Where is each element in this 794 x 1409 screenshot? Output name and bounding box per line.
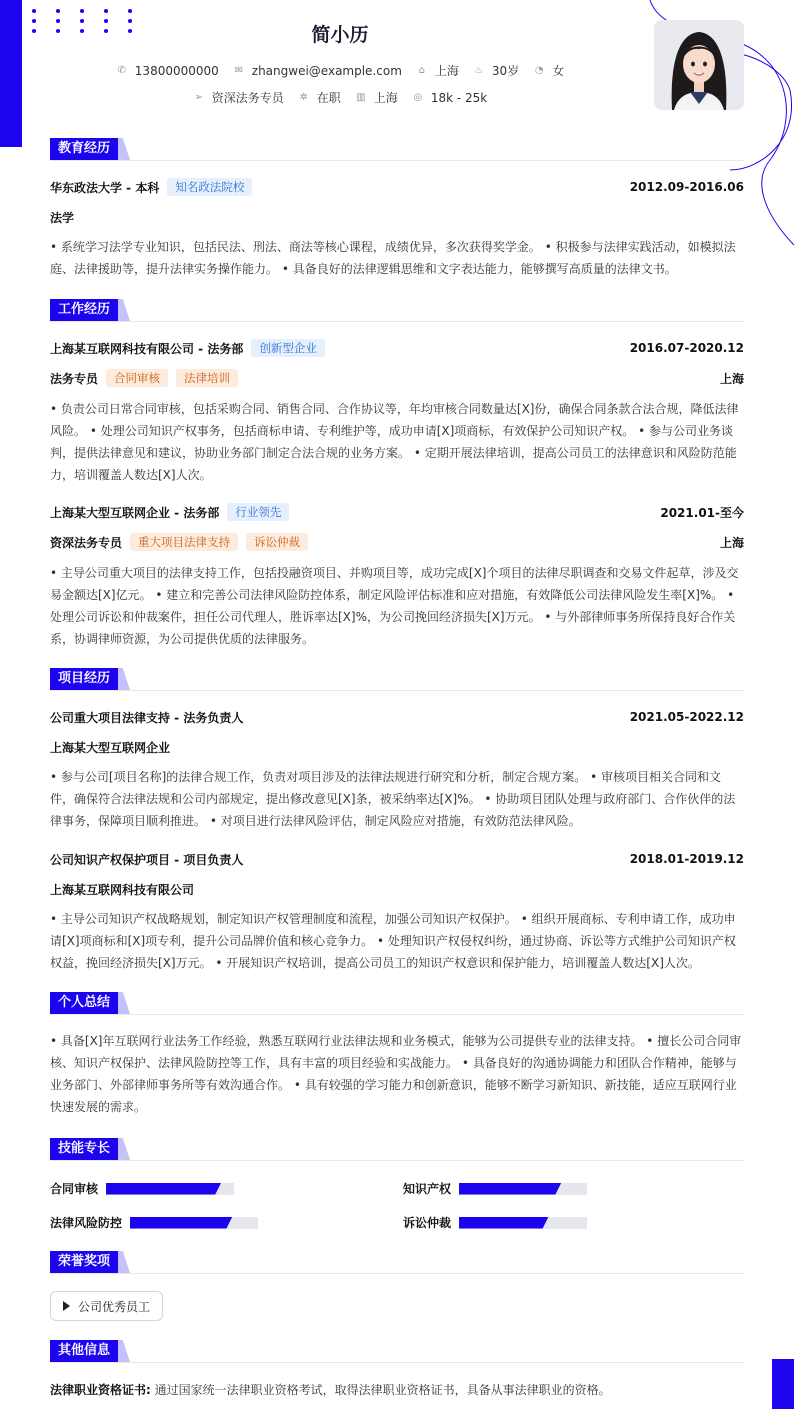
certificate-text: 通过国家统一法律职业资格考试，取得法律职业资格证书，具备从事法律职业的资格。: [154, 1383, 611, 1397]
decor-dot: [128, 9, 132, 13]
section-label: 个人总结: [50, 992, 118, 1014]
project-name: 公司重大项目法律支持 - 法务负责人: [50, 710, 244, 725]
position-text: 资深法务专员: [211, 91, 284, 105]
skill-name: 诉讼仲裁: [403, 1216, 452, 1230]
section-label-tail: [118, 299, 130, 321]
education-description: • 系统学习法学专业知识，包括民法、刑法、商法等核心课程，成绩优异，多次获得奖学金。 • 积极参与法律实践活动，如模拟法庭、法律援助等，提升法律实务操作能力。 • 具备良好的法律逻辑思维和文字表达能力，能够撰写高质量的法律文书。: [50, 240, 736, 276]
work-item-1-role-row: [50, 368, 744, 388]
skill-bar: [130, 1217, 258, 1229]
section-label: 技能专长: [50, 1138, 118, 1160]
building-icon: ▥: [356, 92, 366, 103]
section-education-title: [50, 138, 744, 160]
work-date: 2021.01-至今: [660, 505, 744, 520]
skill-bar-fill: [106, 1183, 221, 1195]
skill-bar-fill: [459, 1217, 549, 1229]
work-item-2-header: [50, 502, 744, 522]
intent-salary: [412, 91, 487, 105]
role-name: 资深法务专员: [50, 535, 123, 550]
intent-status: [298, 89, 341, 106]
project-item-1-header: [50, 707, 744, 727]
section-skills-title: [50, 1138, 744, 1160]
decor-dot: [56, 9, 60, 13]
school-name: 华东政法大学 - 本科: [50, 180, 160, 195]
job-intent-row: [0, 89, 680, 106]
send-icon: ➢: [194, 92, 203, 103]
cake-icon: ♨: [474, 65, 484, 76]
role-name: 法务专员: [50, 371, 99, 386]
project-org: 上海某互联网科技有限公司: [50, 882, 195, 897]
work-location: 上海: [719, 535, 744, 550]
intent-city: [355, 89, 398, 106]
project-item-2-header: [50, 849, 744, 869]
section-label: 荣誉奖项: [50, 1251, 118, 1273]
decor-dot: [32, 9, 36, 13]
skill-name: 知识产权: [403, 1182, 452, 1196]
intent-position: [193, 89, 284, 106]
phone-icon: ✆: [117, 65, 126, 76]
company-tag: 行业领先: [227, 503, 289, 521]
project-name: 公司知识产权保护项目 - 项目负责人: [50, 852, 244, 867]
section-label-tail: [118, 668, 130, 690]
contact-age: [473, 62, 519, 79]
contact-info-row: [0, 62, 680, 79]
section-summary-title: [50, 992, 744, 1014]
skill-item: [403, 1180, 587, 1197]
project-item-1-org-row: [50, 737, 744, 757]
right-accent-bar: [772, 1359, 794, 1409]
work-item-1-description: • 负责公司日常合同审核，包括采购合同、销售合同、合作协议等，年均审核合同数量达[X]份，确保合同条款合法合规，降低法律风险。 • 处理公司知识产权事务，包括商标申请、专利维护等，成功申请[X]项商标，有效保护公司知识产权。 • 参与公司业务谈判，提供法律意见和建议，协助业务部门制定合法合规的业务方案。 • 定期开展法律培训，提高公司员工的法律意识和风险防范能力，培训覆盖人数达[X]人次。: [50, 402, 739, 482]
education-header-row: [50, 177, 744, 197]
contact-city: [416, 62, 459, 79]
decor-dot: [80, 9, 84, 13]
project-item-2-org-row: [50, 879, 744, 899]
mail-icon: ✉: [234, 65, 243, 76]
age-text: 30岁: [491, 64, 520, 78]
profile-photo: [654, 20, 744, 110]
role-tag: 诉讼仲裁: [246, 533, 308, 551]
section-label-tail: [118, 1251, 130, 1273]
section-label-tail: [118, 138, 130, 160]
triangle-icon: [63, 1301, 70, 1311]
section-label: 其他信息: [50, 1340, 118, 1362]
skill-bar: [459, 1217, 587, 1229]
work-item-1-header: [50, 338, 744, 358]
project-item-1-description: • 参与公司[项目名称]的法律合规工作，负责对项目涉及的法律法规进行研究和分析，制定合规方案。 • 审核项目相关合同和文件，确保符合法律法规和公司内部规定，提出修改意见[X]条，被采纳率达[X]%。 • 协助项目团队处理与政府部门、合作伙伴的法律事务，保障项目顺利推进。 • 对项目进行法律风险评估，制定风险应对措施，有效防范法律风险。: [50, 770, 736, 828]
skill-bar: [106, 1183, 234, 1195]
section-awards-title: [50, 1251, 744, 1273]
section-divider: [50, 321, 744, 322]
role-tag: 重大项目法律支持: [130, 533, 238, 551]
contact-email: [233, 64, 402, 78]
gender-text: 女: [552, 64, 565, 78]
section-divider: [50, 1362, 744, 1363]
section-divider: [50, 160, 744, 161]
project-date: 2018.01-2019.12: [629, 852, 744, 866]
skill-bar-fill: [459, 1183, 561, 1195]
work-item-2-description: • 主导公司重大项目的法律支持工作，包括投融资项目、并购项目等，成功完成[X]个项目的法律尽职调查和交易文件起草，涉及交易金额达[X]亿元。 • 建立和完善公司法律风险防控体系，制定风险评估标准和应对措施，有效降低公司法律风险发生率[X]%。 • 处理公司诉讼和仲裁案件，担任公司代理人，胜诉率达[X]%，为公司挽回经济损失[X]万元。 • 与外部律师事务所保持良好合作关系，协调律师资源，为公司提供优质的法律服务。: [50, 566, 739, 646]
skill-item: [50, 1180, 234, 1197]
role-tag: 合同审核: [106, 369, 168, 387]
section-label-tail: [118, 992, 130, 1014]
award-name: 公司优秀员工: [78, 1299, 151, 1314]
section-other-title: [50, 1340, 744, 1362]
role-tag: 法律培训: [176, 369, 238, 387]
work-date: 2016.07-2020.12: [629, 341, 744, 355]
status-icon: ✲: [299, 92, 308, 103]
section-label: 项目经历: [50, 668, 118, 690]
city-text: 上海: [434, 64, 459, 78]
section-divider: [50, 1273, 744, 1274]
decor-dot: [104, 9, 108, 13]
contact-gender: [533, 62, 564, 79]
section-divider: [50, 1014, 744, 1015]
intent-city-text: 上海: [373, 91, 398, 105]
skill-item: [50, 1214, 258, 1231]
company-name: 上海某互联网科技有限公司 - 法务部: [50, 341, 244, 356]
section-label: 教育经历: [50, 138, 118, 160]
section-work-title: [50, 299, 744, 321]
skill-bar-fill: [130, 1217, 232, 1229]
work-location: 上海: [719, 371, 744, 386]
summary-description: • 具备[X]年互联网行业法务工作经验，熟悉互联网行业法律法规和业务模式，能够为公司提供专业的法律支持。 • 擅长公司合同审核、知识产权保护、法律风险防控等工作，具有丰富的项目经验和实战能力。 • 具备良好的沟通协调能力和团队合作精神，能够与业务部门、外部律师事务所等有效沟通合作。 • 具有较强的学习能力和创新意识，能够不断学习新知识、新技能，适应互联网行业快速发展的需求。: [50, 1034, 742, 1114]
status-text: 在职: [316, 91, 341, 105]
company-tag: 创新型企业: [251, 339, 325, 357]
work-item-2-role-row: [50, 532, 744, 552]
certificate-label: 法律职业资格证书:: [50, 1383, 151, 1397]
skill-name: 法律风险防控: [50, 1216, 123, 1230]
school-tag: 知名政法院校: [167, 178, 252, 196]
section-label-tail: [118, 1138, 130, 1160]
contact-phone: [116, 64, 219, 78]
section-divider: [50, 1160, 744, 1161]
award-chip: [50, 1291, 163, 1321]
section-projects-title: [50, 668, 744, 690]
education-date: 2012.09-2016.06: [629, 180, 744, 194]
skill-bar: [459, 1183, 587, 1195]
email-text: zhangwei@example.com: [251, 63, 402, 78]
section-label: 工作经历: [50, 299, 118, 321]
phone-text: 13800000000: [134, 63, 219, 78]
company-name: 上海某大型互联网企业 - 法务部: [50, 505, 220, 520]
project-org: 上海某大型互联网企业: [50, 740, 171, 755]
project-date: 2021.05-2022.12: [629, 710, 744, 724]
salary-text: 18k - 25k: [430, 90, 488, 105]
avatar-illustration: [654, 20, 744, 110]
section-label-tail: [118, 1340, 130, 1362]
home-icon: ⌂: [418, 65, 426, 76]
candidate-name: 简小历: [311, 24, 369, 46]
skill-item: [403, 1214, 587, 1231]
section-divider: [50, 690, 744, 691]
gender-icon: ◔: [534, 65, 544, 76]
skill-name: 合同审核: [50, 1182, 99, 1196]
major-name: 法学: [50, 210, 75, 225]
salary-icon: ◎: [413, 92, 423, 103]
project-item-2-description: • 主导公司知识产权战略规划，制定知识产权管理制度和流程，加强公司知识产权保护。 • 组织开展商标、专利申请工作，成功申请[X]项商标和[X]项专利，提升公司品牌价值和核心竞争力。 • 处理知识产权侵权纠纷，通过协商、诉讼等方式维护公司知识产权权益，挽回经济损失[X]万元。 • 开展知识产权培训，提高公司员工的知识产权意识和保护能力，培训覆盖人数达[X]人次。: [50, 912, 736, 970]
other-info-line: [50, 1381, 744, 1399]
education-major-row: [50, 207, 744, 227]
